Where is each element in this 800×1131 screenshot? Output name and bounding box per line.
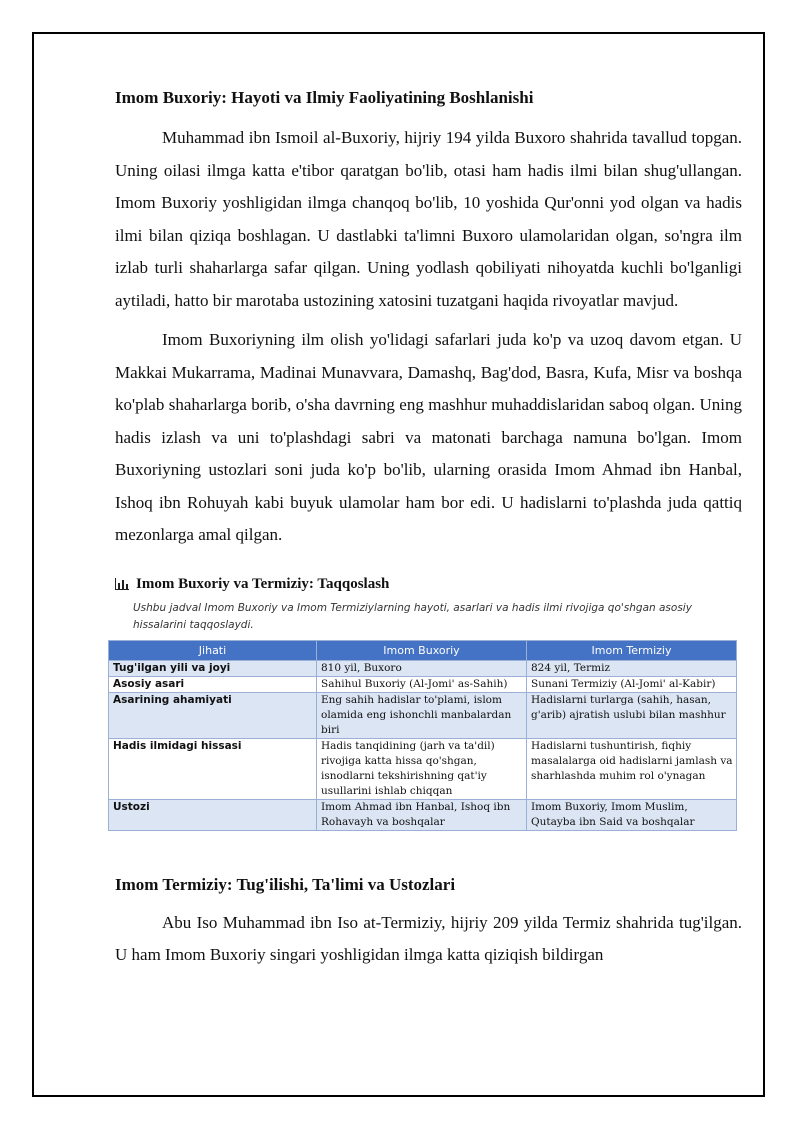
table-row <box>109 660 737 676</box>
table-cell: Hadis ilmidagi hissasi <box>109 738 317 799</box>
paragraph: Imom Buxoriyning ilm olish yo'lidagi safarlari juda ko'p va uzoq davom etgan. U Makkai Mukarrama, Madinai Munavvara, Damashq, Bag'dod, Basra, Kufa, Misr va boshqa ko'plab shaharlarga borib, o'sha davrning eng mashhur muhaddislaridan saboq olgan. Uning hadis izlash va uni to'plashdagi sabri va matonati barchaga namuna bo'lgan. Imom Buxoriyning ustozlari soni juda ko'p bo'lib, ularning orasida Imom Ahmad ibn Hanbal, Ishoq ibn Rohuyah kabi buyuk ulamolar ham bor edi. U hadislarni to'plashda juda qattiq mezonlarga amal qilgan. <box>115 330 742 544</box>
document-body <box>115 86 742 972</box>
paragraph: Abu Iso Muhammad ibn Iso at-Termiziy, hijriy 209 yilda Termiz shahrida tug'ilgan. U ham Imom Buxoriy singari yoshligidan ilmga katta qiziqish bildirgan <box>115 912 742 964</box>
table-cell: Hadislarni turlarga (sahih, hasan, g'arib) ajratish uslubi bilan mashhur <box>527 692 737 738</box>
table-header-row <box>109 640 737 660</box>
table-row <box>109 692 737 738</box>
table-title <box>115 574 742 594</box>
column-header: Imom Buxoriy <box>317 640 527 660</box>
table-cell: 810 yil, Buxoro <box>317 660 527 676</box>
table-row <box>109 738 737 799</box>
bar-chart-icon <box>115 578 129 590</box>
paragraph: Muhammad ibn Ismoil al-Buxoriy, hijriy 194 yilda Buxoro shahrida tavallud topgan. Uning oilasi ilmga katta e'tibor qaratgan bo'lib, otasi ham hadis ilmi bilan shug'ullangan. Imom Buxoriy yoshligidan ilmga chanqoq bo'lib, 10 yoshida Qur'onni yod olgan va hadis ilmi bilan qiziqa boshlagan. U dastlabki ta'limni Buxoro ulamolaridan olgan, so'ngra ilm izlab turli shaharlarga safar qilgan. Uning yodlash qobiliyati nihoyatda kuchli bo'lganligi aytiladi, hatto bir marotaba ustozining xatosini tuzatgani haqida rivoyatlar mavjud. <box>115 128 742 310</box>
table-cell: Tug'ilgan yili va joyi <box>109 660 317 676</box>
table-cell: Ustozi <box>109 799 317 830</box>
table-cell: Hadis tanqidining (jarh va ta'dil) rivojiga katta hissa qo'shgan, isnodlarni tekshirishning qat'iy usullarini ishlab chiqqan <box>317 738 527 799</box>
comparison-table-block <box>115 574 742 831</box>
column-header: Imom Termiziy <box>527 640 737 660</box>
table-caption: Ushbu jadval Imom Buxoriy va Imom Termiziylarning hayoti, asarlari va hadis ilmi rivojiga qo'shgan asosiy hissalarini taqqoslaydi. <box>133 601 692 631</box>
section-title: Imom Buxoriy: Hayoti va Ilmiy Faoliyatining Boshlanishi <box>115 88 534 107</box>
table-cell: Asosiy asari <box>109 676 317 692</box>
table-title-text: Imom Buxoriy va Termiziy: Taqqoslash <box>136 575 390 592</box>
table-row <box>109 799 737 830</box>
table-cell: Hadislarni tushuntirish, fiqhiy masalalarga oid hadislarni jamlash va sharhlashda muhim rol o'ynagan <box>527 738 737 799</box>
table-cell: Eng sahih hadislar to'plami, islom olamida eng ishonchli manbalardan biri <box>317 692 527 738</box>
table-cell: Sunani Termiziy (Al-Jomi' al-Kabir) <box>527 676 737 692</box>
column-header: Jihati <box>109 640 317 660</box>
table-row <box>109 676 737 692</box>
table-cell: Imom Buxoriy, Imom Muslim, Qutayba ibn Said va boshqalar <box>527 799 737 830</box>
table-cell: Sahihul Buxoriy (Al-Jomi' as-Sahih) <box>317 676 527 692</box>
table-cell: Asarining ahamiyati <box>109 692 317 738</box>
section-title: Imom Termiziy: Tug'ilishi, Ta'limi va Ustozlari <box>115 874 456 894</box>
table-cell: Imom Ahmad ibn Hanbal, Ishoq ibn Rohavayh va boshqalar <box>317 799 527 830</box>
table-cell: 824 yil, Termiz <box>527 660 737 676</box>
comparison-table <box>108 640 737 831</box>
